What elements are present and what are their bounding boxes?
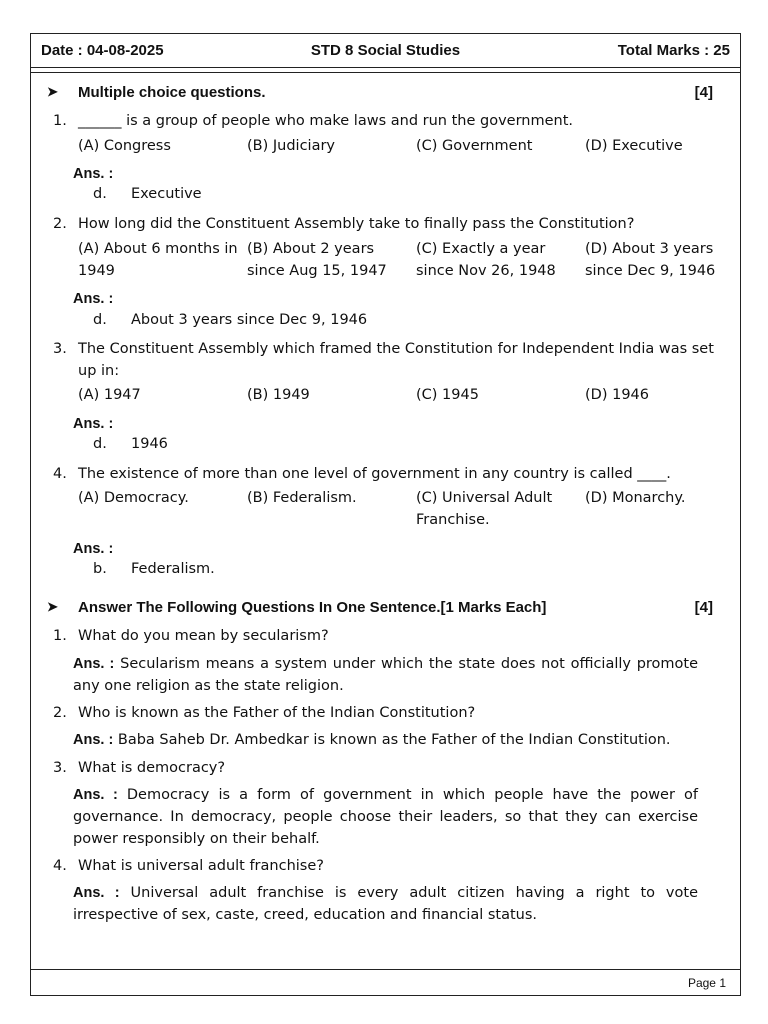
- option-a: (A) About 6 months in 1949: [78, 241, 238, 279]
- answer-text: 1946: [131, 436, 168, 452]
- option-c: (C) 1945: [416, 387, 479, 403]
- answer-label: Ans. :: [73, 732, 114, 748]
- question-number: 2.: [53, 705, 67, 721]
- answer-label: Ans. :: [73, 541, 114, 557]
- question-text: Who is known as the Father of the Indian Constitution?: [78, 705, 476, 721]
- section-1-title: Multiple choice questions.: [78, 84, 266, 101]
- page-header: [31, 34, 740, 68]
- answer-text: About 3 years since Dec 9, 1946: [131, 312, 368, 328]
- answer-label: Ans. :: [73, 656, 115, 672]
- option-b: (B) Judiciary: [247, 138, 335, 154]
- arrow-icon: ➤: [47, 84, 58, 99]
- option-b: (B) 1949: [247, 387, 310, 403]
- question-number: 3.: [53, 341, 67, 357]
- answer-block: [73, 784, 698, 850]
- section-1-marks: [4]: [694, 84, 713, 101]
- answer-label: Ans. :: [73, 416, 114, 432]
- question-text: ______ is a group of people who make laws and run the government.: [78, 113, 573, 129]
- header-divider: [31, 72, 740, 73]
- answer-text: Secularism means a system under which the state does not officially promote any one religion as the state religion.: [73, 656, 699, 694]
- answer-block: [73, 729, 698, 751]
- question-text: What do you mean by secularism?: [78, 628, 329, 644]
- option-c: (C) Exactly a year since Nov 26, 1948: [416, 241, 556, 279]
- answer-text: Baba Saheb Dr. Ambedkar is known as the Father of the Indian Constitution.: [117, 732, 671, 748]
- question-number: 4.: [53, 466, 67, 482]
- answer-letter: d.: [93, 186, 107, 202]
- page-frame: [30, 33, 741, 996]
- answer-label: Ans. :: [73, 291, 114, 307]
- section-2-marks: [4]: [694, 599, 713, 616]
- question-text: What is democracy?: [78, 760, 226, 776]
- option-a: (A) 1947: [78, 387, 141, 403]
- option-d: (D) Monarchy.: [585, 490, 686, 506]
- answer-letter: d.: [93, 436, 107, 452]
- answer-label: Ans. :: [73, 166, 114, 182]
- answer-text: Federalism.: [131, 561, 215, 577]
- answer-text: Democracy is a form of government in which people have the power of governance. In democracy, people choose their leaders, so that they can exercise power responsibly on their behalf.: [73, 787, 699, 847]
- answer-letter: b.: [93, 561, 107, 577]
- answer-label: Ans. :: [73, 885, 120, 901]
- question-number: 2.: [53, 216, 67, 232]
- option-d: (D) About 3 years since Dec 9, 1946: [585, 241, 716, 279]
- question-number: 3.: [53, 760, 67, 776]
- question-number: 1.: [53, 628, 67, 644]
- option-a: (A) Congress: [78, 138, 171, 154]
- paper-title: STD 8 Social Studies: [310, 42, 461, 59]
- section-2-title: Answer The Following Questions In One Sentence.[1 Marks Each]: [78, 599, 547, 616]
- arrow-icon: ➤: [47, 599, 58, 614]
- question-text: The Constituent Assembly which framed the Constitution for Independent India was set up in:: [78, 341, 714, 379]
- answer-block: [73, 653, 698, 697]
- question-number: 1.: [53, 113, 67, 129]
- option-b: (B) Federalism.: [247, 490, 357, 506]
- answer-text: Executive: [131, 186, 202, 202]
- question-text: The existence of more than one level of government in any country is called ____.: [78, 466, 671, 482]
- question-text: What is universal adult franchise?: [78, 858, 324, 874]
- total-marks: Total Marks : 25: [617, 42, 730, 59]
- option-d: (D) Executive: [585, 138, 683, 154]
- footer-divider: [31, 969, 740, 970]
- option-d: (D) 1946: [585, 387, 649, 403]
- option-a: (A) Democracy.: [78, 490, 189, 506]
- option-c: (C) Universal Adult Franchise.: [416, 490, 553, 528]
- answer-text: Universal adult franchise is every adult citizen having a right to vote irrespective of sex, caste, creed, education and financial status.: [73, 885, 698, 923]
- option-b: (B) About 2 years since Aug 15, 1947: [247, 241, 387, 279]
- answer-label: Ans. :: [73, 787, 118, 803]
- question-text: How long did the Constituent Assembly take to finally pass the Constitution?: [78, 216, 635, 232]
- answer-block: [73, 882, 698, 926]
- question-number: 4.: [53, 858, 67, 874]
- answer-letter: d.: [93, 312, 107, 328]
- option-c: (C) Government: [416, 138, 533, 154]
- exam-date: Date : 04-08-2025: [41, 42, 164, 59]
- page-number: Page 1: [687, 976, 726, 990]
